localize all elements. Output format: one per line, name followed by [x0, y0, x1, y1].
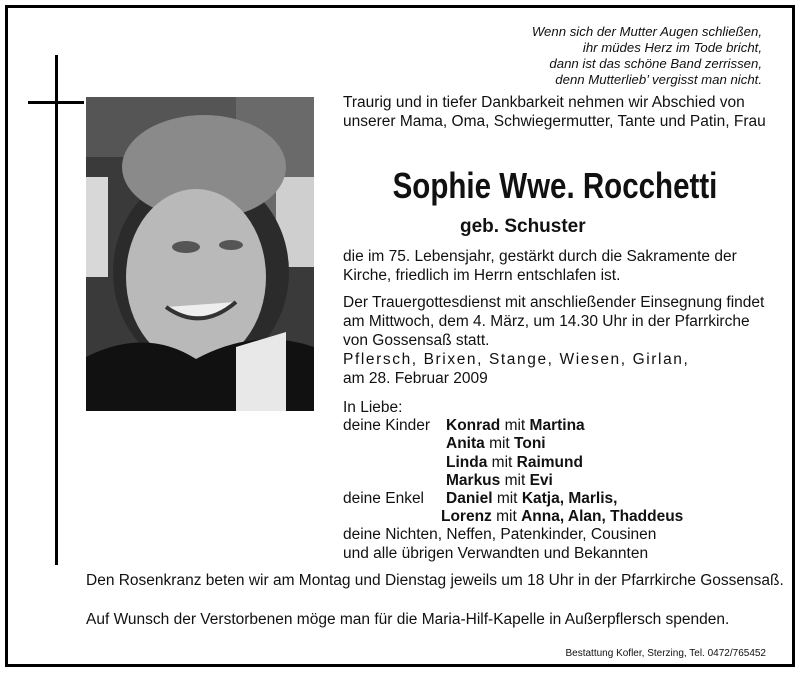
with-word: mit: [496, 508, 517, 526]
child-name: Linda: [446, 453, 488, 471]
places: Pflersch, Brixen, Stange, Wiesen, Girlan,: [343, 351, 690, 368]
child-name: Anita: [446, 435, 485, 453]
child-name: Markus: [446, 471, 501, 489]
grandchildren-label: deine Enkel: [343, 489, 425, 507]
rosary-text: Den Rosenkranz beten wir am Montag und Dienstag jeweils um 18 Uhr in der Pfarrkirche Gossensaß.: [86, 572, 784, 589]
intro-text: Traurig und in tiefer Dankbarkeit nehmen wir Abschied von unserer Mama, Oma, Schwiegermutter, Tante und Patin, Frau: [343, 94, 766, 130]
in-love-label: In Liebe:: [343, 399, 403, 416]
with-word: mit: [504, 417, 526, 435]
with-word: mit: [491, 453, 513, 471]
poem-line: dann ist das schöne Band zerrissen,: [549, 56, 762, 71]
portrait-photo: [86, 97, 314, 411]
survivors-list: [343, 399, 783, 563]
deceased-name: Sophie Wwe. Rocchetti: [392, 165, 718, 206]
grandchild-name: Lorenz: [441, 508, 492, 526]
partner-name: Martina: [529, 417, 585, 435]
partner-name: Toni: [514, 435, 546, 453]
grandchild-name: Daniel: [446, 489, 493, 507]
donation-text: Auf Wunsch der Verstorbenen möge man für die Maria-Hilf-Kapelle in Außerpflersch spenden.: [86, 611, 730, 628]
list-item: [343, 472, 783, 490]
with-word: mit: [489, 435, 510, 453]
list-item: [343, 508, 783, 526]
relatives-line: und alle übrigen Verwandten und Bekannten: [343, 544, 649, 562]
poem-line: Wenn sich der Mutter Augen schließen,: [531, 24, 762, 39]
list-item: [343, 417, 783, 435]
undertaker-credit: Bestattung Kofler, Sterzing, Tel. 0472/765452: [565, 648, 766, 659]
partner-name: Katja, Marlis,: [521, 489, 618, 507]
child-name: Konrad: [446, 417, 501, 435]
with-word: mit: [496, 489, 518, 507]
place-date: [343, 350, 773, 388]
with-word: mit: [504, 471, 526, 489]
relatives-line: deine Nichten, Neffen, Patenkinder, Cousinen: [343, 526, 657, 544]
list-item: [343, 435, 783, 453]
list-item: [343, 490, 783, 508]
list-item: [343, 454, 783, 472]
funeral-text: Der Trauergottesdienst mit anschließender Einsegnung findet am Mittwoch, dem 4. März, um 14.30 Uhr in der Pfarrkirche von Gossensaß statt.: [343, 294, 765, 349]
cross-icon-bar: [28, 101, 84, 104]
partner-name: Anna, Alan, Thaddeus: [521, 508, 684, 526]
poem-line: denn Mutterlieb’ vergisst man nicht.: [555, 72, 762, 87]
poem-line: ihr müdes Herz im Tode bricht,: [582, 40, 762, 55]
partner-name: Evi: [529, 471, 553, 489]
poem: [532, 24, 762, 88]
cross-icon: [55, 55, 58, 565]
maiden-name: geb. Schuster: [460, 216, 586, 237]
partner-name: Raimund: [516, 453, 583, 471]
children-label: deine Kinder: [343, 417, 431, 435]
death-text: die im 75. Lebensjahr, gestärkt durch die Sakramente der Kirche, friedlich im Herrn entschlafen ist.: [343, 248, 737, 284]
date: am 28. Februar 2009: [343, 370, 488, 387]
